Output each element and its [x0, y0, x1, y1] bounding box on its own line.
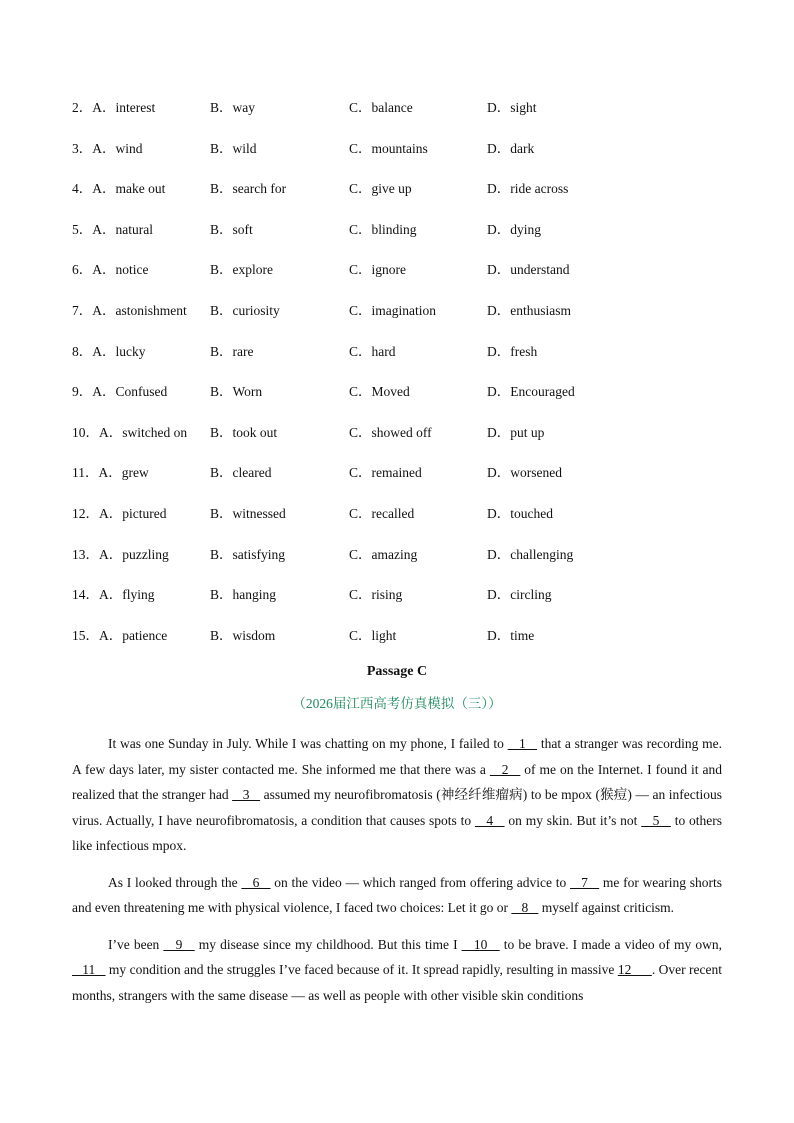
option-a	[72, 583, 155, 603]
text: to be brave. I made a video of my own,	[499, 936, 723, 952]
option-d: D．Encouraged	[487, 384, 575, 400]
option-a-text: A．pictured	[99, 505, 167, 521]
option-d: D．fresh	[487, 343, 538, 359]
question-number: 6．	[72, 262, 93, 278]
text: my condition and the struggles I’ve faced because of it. It spread rapidly, resulting in massive	[105, 962, 618, 977]
option-b: B．rare	[210, 343, 254, 359]
answer-options-list	[72, 96, 732, 664]
option-row	[72, 624, 732, 665]
option-a-text: A．astonishment	[92, 302, 187, 318]
question-number: 14．	[72, 587, 99, 603]
option-a-text: A．flying	[99, 587, 155, 603]
option-d: D．put up	[487, 424, 545, 440]
option-a-text: A．lucky	[92, 343, 146, 359]
option-b: B．cleared	[210, 465, 272, 481]
option-row	[72, 218, 732, 259]
option-a	[72, 218, 153, 238]
option-row	[72, 177, 732, 218]
option-row	[72, 543, 732, 584]
blank-9: 9	[163, 936, 195, 952]
question-number: 8．	[72, 343, 93, 359]
option-d: D．time	[487, 627, 535, 643]
text: to others like infectious mpox.	[72, 812, 723, 853]
option-a	[72, 137, 143, 157]
blank-8: 8	[511, 900, 539, 915]
option-a	[72, 299, 187, 319]
option-c: C．recalled	[349, 505, 415, 521]
question-number: 12．	[72, 505, 99, 521]
question-number: 7．	[72, 302, 93, 318]
option-d: D．enthusiasm	[487, 302, 571, 318]
option-d: D．circling	[487, 587, 552, 603]
option-a-text: A．patience	[99, 627, 168, 643]
blank-11: 11	[72, 962, 106, 977]
option-a	[72, 340, 146, 360]
option-d: D．touched	[487, 505, 553, 521]
paragraph-2	[72, 870, 722, 921]
option-d: D．worsened	[487, 465, 562, 481]
option-b: B．satisfying	[210, 546, 286, 562]
text: myself against criticism.	[538, 900, 675, 915]
question-number: 10．	[72, 424, 99, 440]
option-a	[72, 624, 167, 644]
option-a-text: A．Confused	[92, 384, 168, 400]
option-b: B．search for	[210, 181, 287, 197]
question-number: 13．	[72, 546, 99, 562]
option-b: B．wild	[210, 140, 257, 156]
blank-3: 3	[232, 787, 261, 802]
option-a-text: A．notice	[92, 262, 149, 278]
option-row	[72, 340, 732, 381]
option-a-text: A．natural	[92, 221, 153, 237]
option-row	[72, 461, 732, 502]
option-c: C．light	[349, 627, 397, 643]
blank-4: 4	[474, 812, 505, 828]
option-row	[72, 380, 732, 421]
option-b: B．took out	[210, 424, 278, 440]
text: my disease since my childhood. But this time I	[194, 936, 462, 952]
option-row	[72, 137, 732, 178]
option-a	[72, 96, 155, 116]
question-number: 11．	[72, 465, 99, 481]
option-a-text: A．make out	[92, 181, 166, 197]
question-number: 9．	[72, 384, 93, 400]
option-c: C．rising	[349, 587, 403, 603]
option-row	[72, 502, 732, 543]
option-a	[72, 502, 166, 522]
option-c: C．remained	[349, 465, 422, 481]
option-d: D．dark	[487, 140, 535, 156]
text: that a stranger was recording me. A few days later, my sister contacted me. She informed me that there was a	[72, 736, 722, 777]
option-a	[72, 543, 169, 563]
option-c: C．balance	[349, 100, 413, 115]
text: on my skin. But it’s not	[504, 812, 642, 828]
passage-title: Passage C	[366, 664, 428, 679]
option-c: C．give up	[349, 181, 412, 197]
option-a-text: A．interest	[92, 100, 156, 115]
option-b: B．explore	[210, 262, 273, 278]
paragraph-1	[72, 731, 722, 859]
option-c: C．showed off	[349, 424, 432, 440]
option-row	[72, 96, 732, 137]
option-d: D．ride across	[487, 181, 569, 197]
blank-10: 10	[461, 936, 500, 952]
blank-6: 6	[241, 874, 271, 890]
option-c: C．imagination	[349, 302, 436, 318]
option-c: C．Moved	[349, 384, 410, 400]
text: It was one Sunday in July. While I was chatting on my phone, I failed to	[108, 736, 508, 751]
option-c: C．mountains	[349, 140, 428, 156]
option-a-text: A．puzzling	[99, 546, 169, 562]
option-a	[72, 421, 187, 441]
option-b: B．way	[210, 100, 255, 115]
option-row	[72, 258, 732, 299]
blank-5: 5	[641, 812, 671, 828]
option-b: B．wisdom	[210, 627, 276, 643]
blank-12: 12	[617, 962, 652, 977]
option-a	[72, 177, 165, 197]
option-row	[72, 421, 732, 462]
text: of me on the Internet. I found it and realized that the stranger had	[72, 761, 722, 802]
option-b: B．curiosity	[210, 302, 280, 318]
option-a	[72, 258, 149, 278]
text: on the video — which ranged from offering advice to	[270, 874, 570, 890]
text: . Over recent months, strangers with the same disease — as well as people with other visible skin conditions	[72, 962, 723, 1003]
option-c: C．blinding	[349, 221, 417, 237]
question-number: 15．	[72, 627, 99, 643]
paragraph-3	[72, 932, 722, 1009]
question-number: 5．	[72, 221, 93, 237]
option-d: D．sight	[487, 100, 537, 115]
option-b: B．Worn	[210, 384, 263, 400]
question-number: 4．	[72, 181, 93, 197]
text: I’ve been	[108, 936, 164, 952]
text: me for wearing shorts and even threatening me with physical violence, I faced two choices: Let it go or	[72, 874, 723, 915]
option-c: C．amazing	[349, 546, 418, 562]
option-b: B．soft	[210, 221, 253, 237]
option-b: B．witnessed	[210, 505, 286, 521]
option-b: B．hanging	[210, 587, 276, 603]
blank-1: 1	[507, 736, 538, 751]
option-a-text: A．switched on	[99, 424, 188, 440]
blank-2: 2	[489, 761, 521, 777]
option-a-text: A．wind	[92, 140, 143, 156]
text: assumed my neurofibromatosis (神经纤维瘤病) to be mpox (猴痘) — an infectious virus. Actually, I have neurofibromatosis, a condition that causes spots to	[72, 787, 722, 828]
passage-source: （2026届江西高考仿真模拟（三））	[292, 696, 502, 711]
question-number: 3．	[72, 140, 93, 156]
question-number: 2．	[72, 100, 93, 115]
option-a	[72, 461, 149, 481]
option-c: C．hard	[349, 343, 396, 359]
passage-body	[72, 731, 722, 1019]
option-row	[72, 583, 732, 624]
option-d: D．challenging	[487, 546, 574, 562]
option-a	[72, 380, 167, 400]
option-d: D．dying	[487, 221, 541, 237]
option-a-text: A．grew	[98, 465, 149, 481]
option-d: D．understand	[487, 262, 570, 278]
blank-7: 7	[569, 874, 600, 890]
text: As I looked through the	[108, 874, 242, 890]
option-row	[72, 299, 732, 340]
option-c: C．ignore	[349, 262, 406, 278]
